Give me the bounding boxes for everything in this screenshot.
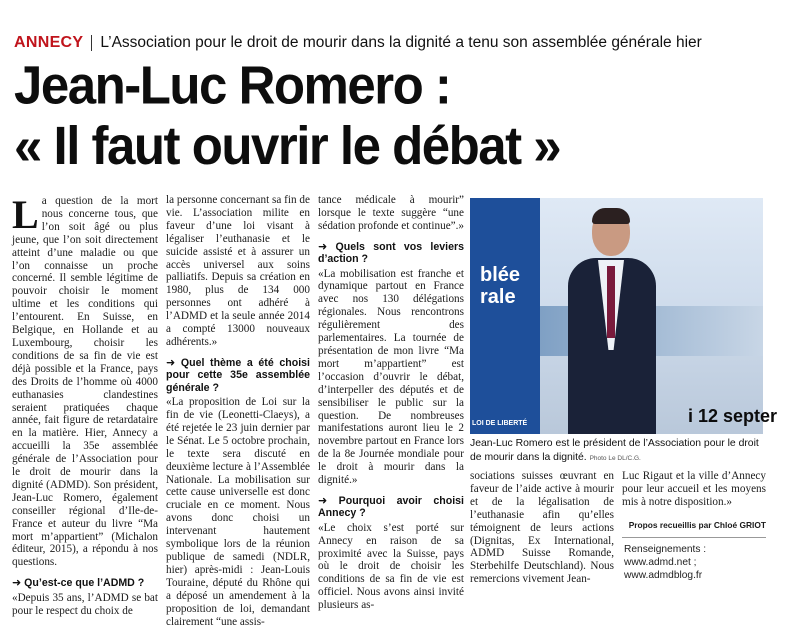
article-column-5 — [622, 470, 766, 532]
answer-paragraph: «Depuis 35 ans, l’ADMD se bat pour le respect du choix de — [12, 591, 158, 617]
headline-line-2: « Il faut ouvrir le débat » — [14, 115, 561, 176]
article-column-4 — [470, 470, 614, 586]
photo-caption — [470, 437, 766, 465]
headline-line-1: Jean-Luc Romero : — [14, 55, 451, 115]
answer-paragraph: la personne concernant sa fin de vie. L’association milite en faveur d’une loi visant à légaliser l’euthanasie et le suicide assisté et à assurer un accès universel aux soins palliatifs. Depuis sa création en 1980, plus de 134 000 personnes ont adhéré à l’ADMD et la seule année 2014 a compté 13000 nouveaux adhérents.» — [166, 194, 310, 348]
headline — [14, 55, 794, 177]
city-label: ANNECY — [14, 34, 84, 51]
photo-date-text: i 12 septer — [688, 406, 778, 426]
arrow-right-icon: ➜ — [166, 356, 176, 369]
person-tie — [607, 266, 615, 338]
person-hair — [592, 208, 630, 224]
kicker — [14, 32, 702, 54]
portrait-photo — [470, 198, 778, 434]
question-heading — [318, 241, 464, 266]
answer-paragraph: «La mobilisation est franche et dynamique partout en France avec nos 130 délégations régionales. Nous rencontrons régulièrement des parlementaires. La tournée de présentation de mon livre “Ma mort m’appartient” est l’occasion d’ouvrir le débat, d’interpeller des députés et de sensibiliser le public sur la question. De nombreuses manifestations auront lieu le 2 novembre partout en France lors de la 8e Journée mondiale pour le droit à mourir dans la dignité.» — [318, 267, 464, 487]
arrow-right-icon: ➜ — [12, 577, 22, 590]
answer-paragraph: sociations suisses œuvrant en faveur de l’aide active à mourir et de la légalisation de l’euthanasie afin qu’elles témoignent de leurs actions (Dignitas, Ex International, ADMD Suisse Romande, Sterbehilfe Deutschland). Nous remercions vivement Jean- — [470, 470, 614, 586]
answer-paragraph: «La proposition de Loi sur la fin de vie (Leonetti-Claeys), a été rejetée le 23 juin dernier par le Sénat. Le 5 octobre prochain, le texte sera discuté en deuxième lecture à l’Assemblée Nationale. La mobilisation sur cette cause universelle est donc cruciale en ce moment. Nous avons donc choisi un intervenant hautement symbolique lors de la réunion publique de samedi (NDLR, hier) après-midi : Jean-Louis Touraine, député du Rhône qui a déposé un amendement à la proposition de loi, demandant clairement “une assis- — [166, 396, 310, 628]
info-box — [624, 543, 768, 582]
question-heading — [318, 495, 464, 520]
question-text: Quel thème a été choisi pour cette 35e assemblée générale ? — [166, 356, 310, 394]
photo-banner — [470, 198, 540, 434]
info-divider — [622, 537, 766, 538]
article-column-1 — [12, 192, 158, 618]
photo-banner-text: blée rale — [480, 264, 521, 308]
info-link-2: www.admdblog.fr — [624, 570, 703, 581]
drop-cap: L — [12, 192, 39, 237]
info-link-1: www.admd.net ; — [624, 557, 697, 568]
author-signature: Propos recueillis par Chloé GRIOT — [628, 519, 766, 530]
article-column-3 — [318, 194, 464, 612]
photo-credit: Photo Le DL/C.G. — [589, 454, 641, 462]
intro-paragraph — [12, 192, 158, 569]
photo-loi-text: LOI DE LIBERTÉ — [472, 420, 528, 427]
question-text: Quels sont vos leviers d’action ? — [318, 240, 464, 266]
answer-paragraph: «Le choix s’est porté sur Annecy en raison de sa proximité avec la Suisse, pays où le droit de choisir les conditions de sa fin de vie est officiel. Nous avons ainsi invité plusieurs as- — [318, 521, 464, 612]
question-heading — [166, 357, 310, 394]
question-text: Pourquoi avoir choisi Annecy ? — [318, 494, 464, 520]
article-column-2 — [166, 194, 310, 628]
question-heading — [12, 577, 158, 589]
caption-text: Jean-Luc Romero est le président de l’Association pour le droit de mourir dans la dignité. — [470, 438, 759, 463]
kicker-divider — [91, 35, 92, 51]
answer-paragraph: tance médicale à mourir” lorsque le texte suggère “une sédation profonde et continue”.» — [318, 194, 465, 232]
arrow-right-icon: ➜ — [318, 240, 328, 253]
info-label: Renseignements : — [624, 544, 707, 555]
question-text: Qu’est-ce que l’ADMD ? — [24, 577, 145, 590]
intro-text: a question de la mort nous concerne tous, que l’on soit âgé ou plus jeune, que l’on soit directement atteint d’une maladie ou que l’on connaisse un proche concerné. Il semble légitime de pouvoir choisir le moment ultime et les conditions qui l’entourent. En Suisse, en Belgique, en Hollande et au Luxembourg, choisir les conditions de sa fin de vie est déjà possible et la France, pays des Droits de l’homme où 4000 euthanasies clandestines seraient pratiquées chaque année, fait figure de retardataire en la matière. Hier, Annecy a accueilli la 35e assemblée générale de l’Association pour le droit de mourir dans la dignité (ADMD). Son président, Jean-Luc Romero, également conseiller régional d’Ile-de-France et auteur du livre “Ma mort m’appartient” (Michalon éditeur, 2015), a répondu à nos questions. — [12, 195, 158, 569]
answer-paragraph: Luc Rigaut et la ville d’Annecy pour leur accueil et les moyens mis à notre disposition.» — [622, 470, 766, 508]
kicker-deck: L’Association pour le droit de mourir dans la dignité a tenu son assemblée générale hier — [100, 34, 702, 51]
arrow-right-icon: ➜ — [318, 494, 328, 507]
